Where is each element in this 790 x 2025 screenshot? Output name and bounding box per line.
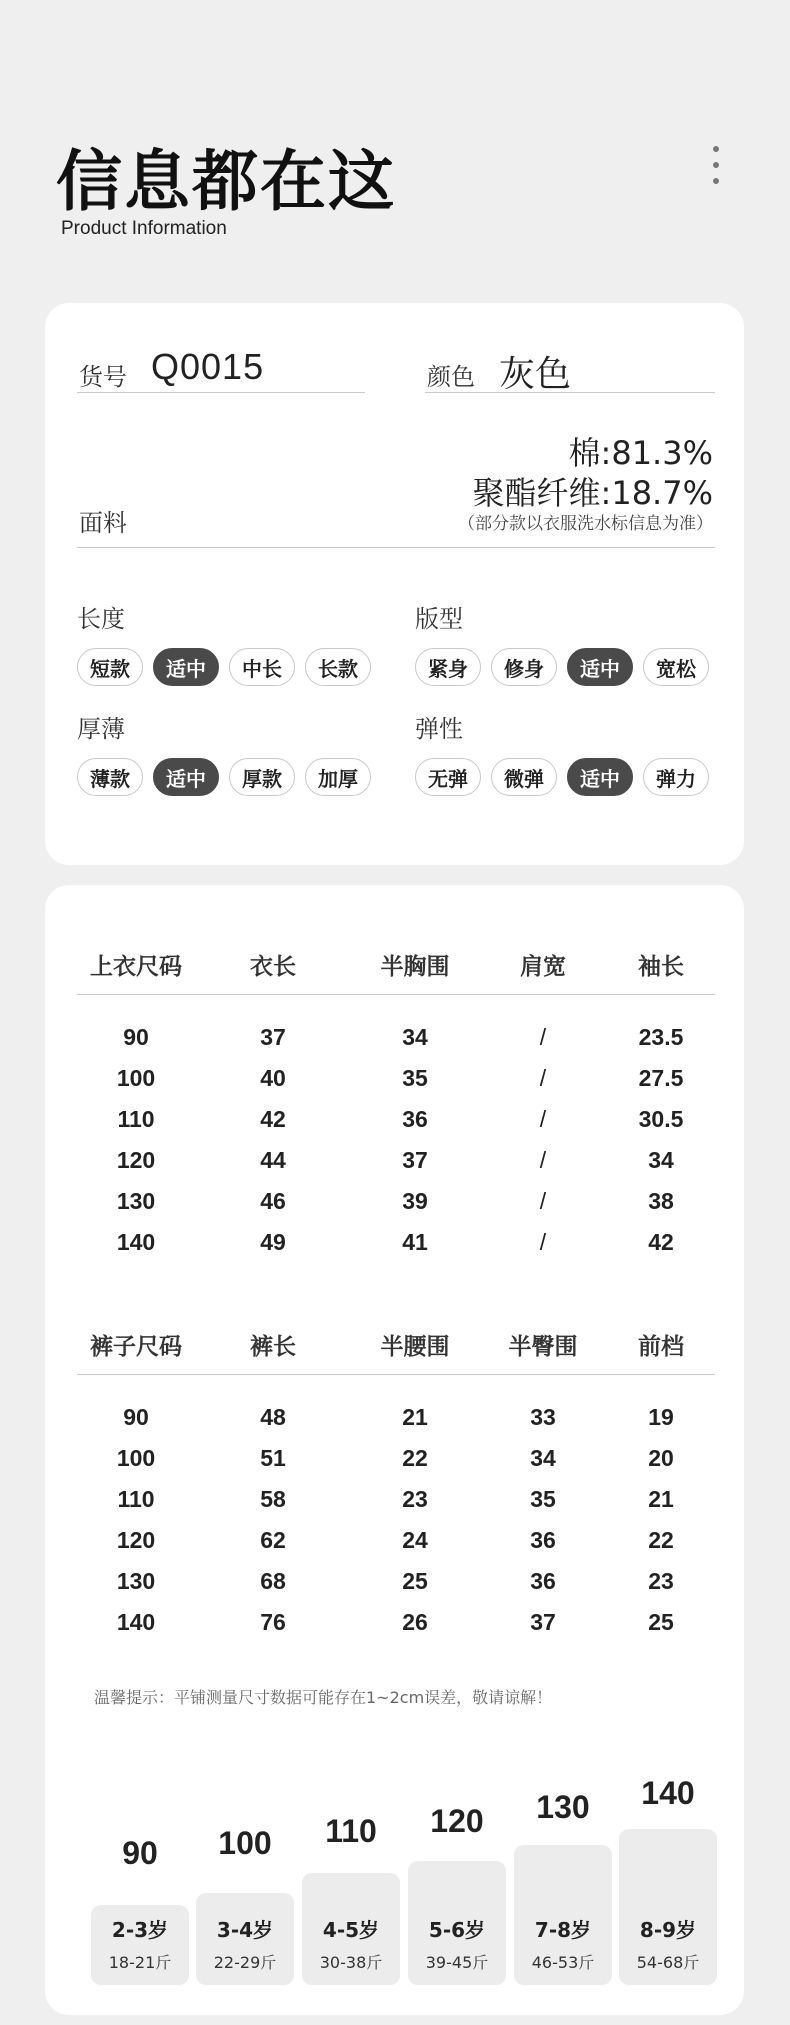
table-cell: 35	[530, 1486, 556, 1512]
size-age: 4-5岁	[322, 1918, 380, 1942]
table-cell: 39	[402, 1188, 428, 1214]
fabric-composition	[458, 433, 713, 535]
table-cell: 37	[530, 1609, 556, 1635]
size-weight: 46-53斤	[531, 1953, 595, 1972]
size-box	[408, 1861, 506, 1985]
table-cell: 36	[402, 1106, 428, 1132]
table-cell: 34	[648, 1147, 674, 1173]
table-row	[77, 1181, 715, 1222]
fabric-label: 面料	[79, 509, 127, 537]
table-cell: /	[539, 1229, 547, 1255]
item-code-label: 货号	[79, 363, 127, 391]
size-box	[619, 1829, 717, 1985]
size-number: 120	[430, 1803, 484, 1839]
column-header: 肩宽	[520, 954, 566, 980]
size-guide-item	[514, 1789, 612, 1985]
page-subtitle: Product Information	[61, 218, 227, 239]
table-cell: 40	[260, 1065, 286, 1091]
size-guide-item	[619, 1775, 717, 1985]
table-cell: 23.5	[638, 1024, 684, 1050]
size-weight: 18-21斤	[108, 1953, 172, 1972]
fabric-field	[77, 433, 715, 548]
table-cell: 34	[402, 1024, 428, 1050]
table-row	[77, 1520, 715, 1561]
table-cell: 110	[117, 1486, 155, 1512]
table-row	[77, 1438, 715, 1479]
column-header: 裤子尺码	[90, 1334, 182, 1360]
info-card	[45, 303, 744, 865]
size-age: 2-3岁	[111, 1918, 169, 1942]
table-cell: 58	[260, 1486, 286, 1512]
table-row	[77, 1397, 715, 1438]
length-option[interactable]: 中长	[229, 648, 295, 686]
color-label: 颜色	[427, 363, 475, 391]
fabric-note: （部分款以衣服洗水标信息为准）	[458, 514, 713, 534]
table-cell: 26	[402, 1609, 428, 1635]
item-code-value: Q0015	[151, 346, 265, 387]
size-weight: 54-68斤	[636, 1953, 700, 1972]
size-age: 8-9岁	[639, 1918, 697, 1942]
size-number: 90	[122, 1835, 158, 1871]
length-option[interactable]: 短款	[77, 648, 143, 686]
size-number: 100	[218, 1825, 272, 1861]
fit-title: 版型	[415, 605, 463, 633]
table-cell: 35	[402, 1065, 428, 1091]
table-cell: 19	[648, 1404, 674, 1430]
color-value: 灰色	[499, 354, 572, 395]
fit-option[interactable]: 紧身	[415, 648, 481, 686]
table-cell: 25	[648, 1609, 674, 1635]
top-table-body	[77, 995, 715, 1263]
pants-table-header	[77, 1315, 715, 1375]
size-weight: 30-38斤	[319, 1953, 383, 1972]
size-box	[196, 1893, 294, 1985]
size-card	[45, 885, 744, 2015]
table-cell: 27.5	[638, 1065, 684, 1091]
table-cell: 46	[260, 1188, 286, 1214]
column-header: 半腰围	[380, 1334, 450, 1360]
column-header: 前档	[638, 1334, 684, 1360]
thickness-title: 厚薄	[77, 715, 125, 743]
table-cell: 42	[260, 1106, 286, 1132]
elasticity-option[interactable]: 无弹	[415, 758, 481, 796]
length-group	[77, 599, 381, 686]
length-options	[77, 648, 381, 686]
table-cell: 34	[530, 1445, 556, 1471]
length-option-selected[interactable]: 适中	[153, 648, 219, 686]
size-guide-item	[408, 1803, 506, 1985]
column-header: 衣长	[250, 954, 296, 980]
table-cell: 23	[402, 1486, 428, 1512]
table-row	[77, 1017, 715, 1058]
size-age: 7-8岁	[534, 1918, 592, 1942]
table-row	[77, 1058, 715, 1099]
column-header: 半胸围	[380, 954, 450, 980]
table-cell: 25	[402, 1568, 428, 1594]
table-cell: 51	[260, 1445, 286, 1471]
column-header: 上衣尺码	[90, 954, 182, 980]
top-size-table	[77, 935, 715, 1263]
table-cell: 90	[123, 1404, 149, 1430]
table-cell: 62	[260, 1527, 286, 1553]
pants-size-table	[77, 1315, 715, 1643]
table-cell: 33	[530, 1404, 556, 1430]
thickness-option-selected[interactable]: 适中	[153, 758, 219, 796]
color-field	[425, 343, 715, 393]
table-cell: 100	[116, 1065, 156, 1091]
table-cell: 42	[648, 1229, 674, 1255]
fit-option-selected[interactable]: 适中	[567, 648, 633, 686]
size-number: 110	[325, 1813, 377, 1849]
fabric-item-cotton: 棉:81.3%	[568, 434, 713, 472]
elasticity-option[interactable]: 弹力	[643, 758, 709, 796]
size-age: 5-6岁	[428, 1918, 486, 1942]
table-cell: 140	[116, 1609, 156, 1635]
table-row	[77, 1561, 715, 1602]
page-title: 信息都在这	[56, 143, 396, 220]
table-cell: 37	[260, 1024, 286, 1050]
size-box	[91, 1905, 189, 1985]
table-cell: 37	[402, 1147, 428, 1173]
table-row	[77, 1099, 715, 1140]
table-cell: 120	[116, 1527, 156, 1553]
measurement-tip: 温馨提示：平铺测量尺寸数据可能存在1~2cm误差，敬请谅解！	[94, 1688, 553, 1707]
elasticity-title: 弹性	[415, 715, 463, 743]
table-cell: 130	[116, 1568, 156, 1594]
table-cell: 49	[260, 1229, 286, 1255]
thickness-option[interactable]: 厚款	[229, 758, 295, 796]
table-cell: 21	[402, 1404, 428, 1430]
table-cell: /	[539, 1065, 547, 1091]
thickness-option[interactable]: 加厚	[305, 758, 371, 796]
size-guide-item	[196, 1825, 294, 1985]
fit-option[interactable]: 修身	[491, 648, 557, 686]
table-cell: 48	[260, 1404, 286, 1430]
elasticity-option[interactable]: 微弹	[491, 758, 557, 796]
fit-option[interactable]: 宽松	[643, 648, 709, 686]
table-cell: 76	[260, 1609, 286, 1635]
fit-group	[415, 599, 719, 686]
table-cell: 120	[116, 1147, 156, 1173]
size-number: 130	[536, 1789, 590, 1825]
table-cell: 20	[648, 1445, 674, 1471]
table-cell: 23	[648, 1568, 674, 1594]
elasticity-option-selected[interactable]: 适中	[567, 758, 633, 796]
fit-options	[415, 648, 719, 686]
thickness-group	[77, 709, 381, 796]
table-cell: 36	[530, 1568, 556, 1594]
table-cell: 68	[260, 1568, 286, 1594]
table-row	[77, 1140, 715, 1181]
table-cell: 44	[260, 1147, 286, 1173]
item-code-field	[77, 343, 365, 393]
table-row	[77, 1479, 715, 1520]
size-weight: 39-45斤	[425, 1953, 489, 1972]
table-cell: 30.5	[638, 1106, 684, 1132]
thickness-option[interactable]: 薄款	[77, 758, 143, 796]
table-cell: 100	[116, 1445, 156, 1471]
table-cell: 130	[116, 1188, 156, 1214]
size-number: 140	[641, 1775, 695, 1811]
table-row	[77, 1222, 715, 1263]
thickness-options	[77, 758, 381, 796]
elasticity-options	[415, 758, 719, 796]
table-cell: 22	[648, 1527, 674, 1553]
table-row	[77, 1602, 715, 1643]
length-option[interactable]: 长款	[305, 648, 371, 686]
more-options-icon[interactable]	[710, 146, 722, 192]
table-cell: 140	[116, 1229, 156, 1255]
table-cell: 41	[402, 1229, 428, 1255]
size-guide-item	[302, 1813, 400, 1985]
size-age: 3-4岁	[216, 1918, 274, 1942]
table-cell: /	[539, 1147, 547, 1173]
fabric-item-polyester: 聚酯纤维:18.7%	[472, 474, 713, 512]
length-title: 长度	[77, 605, 125, 633]
table-cell: 24	[402, 1527, 428, 1553]
top-table-header	[77, 935, 715, 995]
size-guide-item	[91, 1835, 189, 1985]
table-cell: 22	[402, 1445, 428, 1471]
pants-table-body	[77, 1375, 715, 1643]
table-cell: 38	[648, 1188, 674, 1214]
table-cell: 21	[648, 1486, 674, 1512]
size-weight: 22-29斤	[213, 1953, 277, 1972]
table-cell: 36	[530, 1527, 556, 1553]
column-header: 半臀围	[508, 1334, 578, 1360]
table-cell: /	[539, 1106, 547, 1132]
table-cell: /	[539, 1188, 547, 1214]
table-cell: /	[539, 1024, 547, 1050]
elasticity-group	[415, 709, 719, 796]
table-cell: 90	[123, 1024, 149, 1050]
column-header: 袖长	[638, 954, 684, 980]
column-header: 裤长	[250, 1334, 296, 1360]
size-box	[302, 1873, 400, 1985]
size-box	[514, 1845, 612, 1985]
table-cell: 110	[117, 1106, 155, 1132]
size-guide	[80, 1745, 720, 1985]
